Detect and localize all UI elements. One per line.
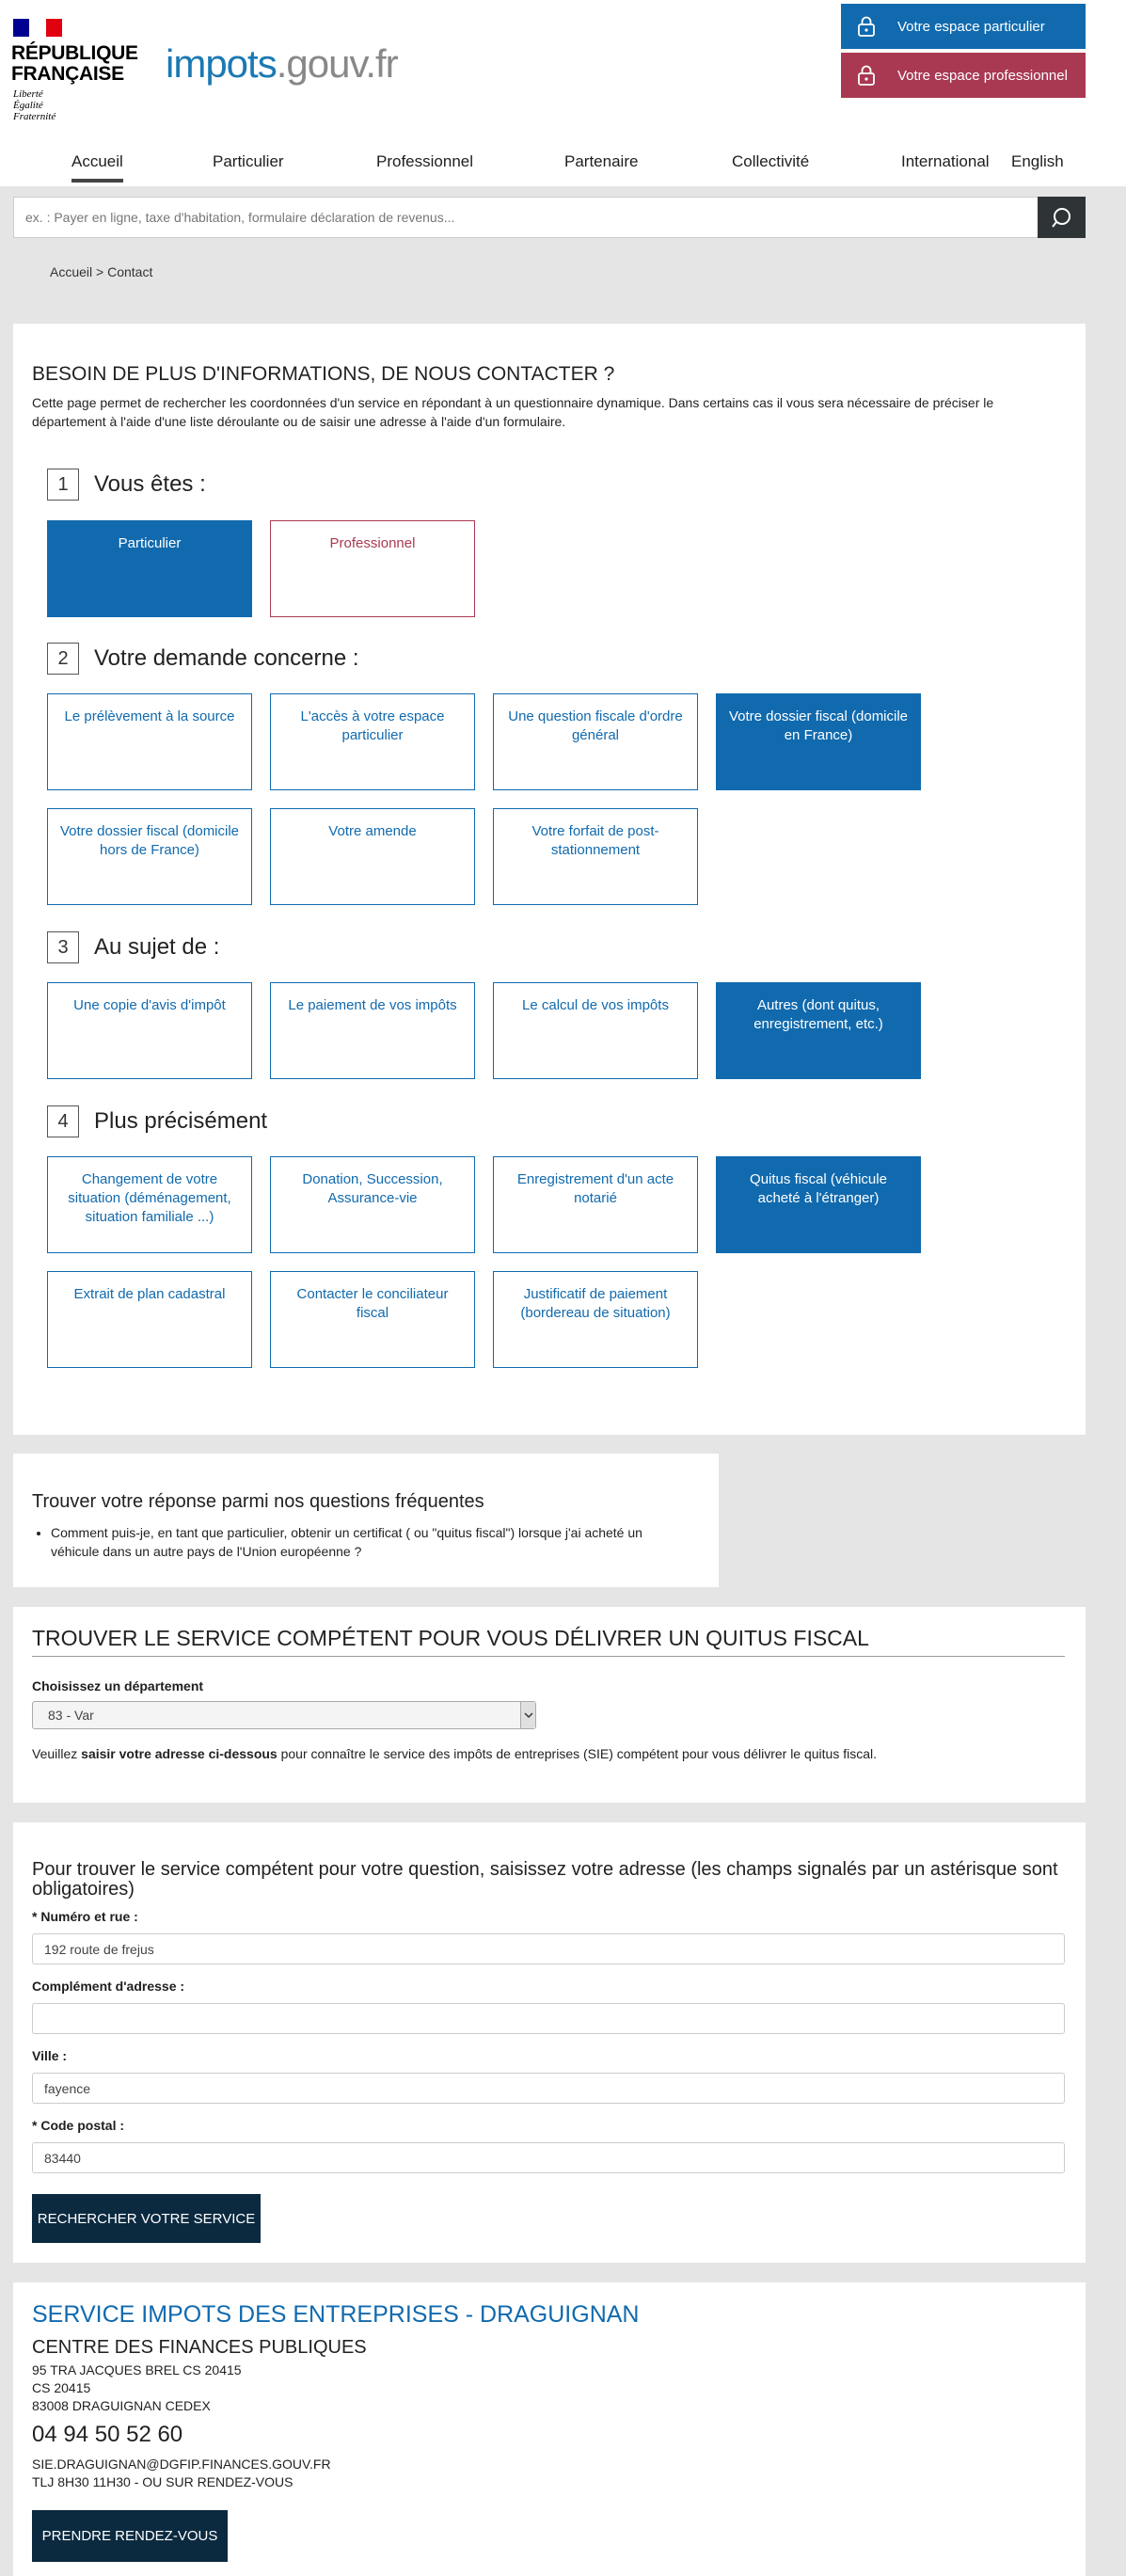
street-field[interactable] (32, 1933, 1065, 1964)
step-number: 1 (47, 469, 79, 501)
chevron-down-icon[interactable] (520, 1702, 535, 1728)
logo-part-1: impots (166, 41, 277, 86)
postal-code-field[interactable] (32, 2142, 1065, 2173)
address-form-card (13, 1822, 1086, 2263)
main-nav (0, 139, 1126, 186)
faq-card (13, 1454, 719, 1587)
logo-part-2: .gouv.fr (276, 41, 398, 86)
step-4-header (47, 1105, 267, 1137)
address-line: 83008 DRAGUIGNAN CEDEX (32, 2398, 211, 2413)
option-autres[interactable]: Autres (dont quitus, enregistrement, etc.) (716, 982, 921, 1079)
option-professionnel[interactable]: Professionnel (270, 520, 475, 617)
step-label: Votre demande concerne : (94, 645, 359, 671)
breadcrumb-separator: > (92, 264, 108, 279)
espace-professionnel-button[interactable] (841, 53, 1086, 98)
nav-international[interactable]: International (901, 152, 990, 170)
option-copie-avis[interactable]: Une copie d'avis d'impôt (47, 982, 252, 1079)
department-select[interactable] (32, 1701, 536, 1729)
option-forfait-stationnement[interactable]: Votre forfait de post-stationnement (493, 808, 698, 905)
nav-professionnel[interactable]: Professionnel (376, 152, 474, 170)
search-icon (1051, 206, 1073, 229)
page-title: BESOIN DE PLUS D'INFORMATIONS, DE NOUS CONTACTER ? (32, 363, 615, 385)
breadcrumb-home[interactable]: Accueil (50, 264, 93, 279)
rf-line-1: RÉPUBLIQUE (11, 42, 138, 64)
nav-particulier[interactable]: Particulier (213, 152, 284, 170)
step-number: 2 (47, 643, 79, 675)
divider (32, 1656, 1065, 1657)
lock-icon (856, 65, 877, 86)
espace-particulier-button[interactable] (841, 4, 1086, 49)
devise-liberte: Liberté (13, 88, 43, 100)
option-changement-situation[interactable]: Changement de votre situation (déménagement, situation familiale ...) (47, 1156, 252, 1253)
option-conciliateur[interactable]: Contacter le conciliateur fiscal (270, 1271, 475, 1368)
option-acces-espace[interactable]: L'accès à votre espace particulier (270, 693, 475, 790)
step-label: Plus précisément (94, 1108, 268, 1134)
department-selected-value: 83 - Var (48, 1708, 94, 1723)
option-acte-notarie[interactable]: Enregistrement d'un acte notarié (493, 1156, 698, 1253)
email-link[interactable]: SIE.DRAGUIGNAN@DGFIP.FINANCES.GOUV.FR (32, 2457, 331, 2472)
devise-egalite: Égalité (13, 100, 43, 111)
step-2-header (47, 643, 359, 675)
city-field[interactable] (32, 2073, 1065, 2104)
republique-francaise-logo[interactable] (11, 43, 138, 85)
devise-fraternite: Fraternité (13, 111, 56, 122)
lock-icon (856, 16, 877, 37)
impots-gouv-logo[interactable] (166, 41, 398, 87)
nav-accueil[interactable]: Accueil (71, 152, 123, 170)
service-name: SERVICE IMPOTS DES ENTREPRISES - DRAGUIGNAN (32, 2301, 640, 2328)
search-bar (13, 197, 1086, 238)
devise (13, 88, 56, 122)
option-particulier[interactable]: Particulier (47, 520, 252, 617)
step-1-header (47, 469, 206, 501)
option-dossier-france[interactable]: Votre dossier fiscal (domicile en France) (716, 693, 921, 790)
option-prelevement-source[interactable]: Le prélèvement à la source (47, 693, 252, 790)
option-calcul-impots[interactable]: Le calcul de vos impôts (493, 982, 698, 1079)
option-amende[interactable]: Votre amende (270, 808, 475, 905)
postal-code-label: * Code postal : (32, 2118, 125, 2133)
breadcrumb (50, 264, 152, 279)
questionnaire-card (13, 324, 1086, 1435)
espace-professionnel-label: Votre espace professionnel (897, 67, 1068, 84)
option-paiement-impots[interactable]: Le paiement de vos impôts (270, 982, 475, 1079)
quitus-note (32, 1746, 877, 1761)
marianne-flag-logo (13, 19, 62, 37)
nav-partenaire[interactable]: Partenaire (564, 152, 639, 170)
note-text: Veuillez (32, 1746, 82, 1761)
centre-name: CENTRE DES FINANCES PUBLIQUES (32, 2337, 367, 2358)
address-line: CS 20415 (32, 2380, 91, 2395)
step-number: 4 (47, 1105, 79, 1137)
faq-list (51, 1523, 690, 1561)
step-label: Au sujet de : (94, 934, 220, 960)
quitus-title: TROUVER LE SERVICE COMPÉTENT POUR VOUS DÉLIVRER UN QUITUS FISCAL (32, 1626, 869, 1650)
contact-block (32, 2456, 331, 2491)
address-line: 95 TRA JACQUES BREL CS 20415 (32, 2362, 242, 2377)
complement-label: Complément d'adresse : (32, 1979, 185, 1994)
breadcrumb-current: Contact (107, 264, 153, 279)
option-plan-cadastral[interactable]: Extrait de plan cadastral (47, 1271, 252, 1368)
intro-text: Cette page permet de rechercher les coordonnées d'un service en répondant à un questionnaire dynamique. Dans certains cas il vous sera nécessaire de préciser le département à l'aide d'une liste déroulante ou de saisir une adresse à l'aide d'un formulaire. (32, 395, 994, 429)
option-donation-succession[interactable]: Donation, Succession, Assurance-vie (270, 1156, 475, 1253)
search-button[interactable] (1038, 197, 1086, 238)
espace-particulier-label: Votre espace particulier (897, 18, 1045, 35)
nav-collectivite[interactable]: Collectivité (732, 152, 810, 170)
step-label: Vous êtes : (94, 471, 206, 497)
faq-item[interactable]: • Comment puis-je, en tant que particulier, obtenir un certificat ( ou "quitus fiscal") lorsque j'ai acheté un véhicule dans un autre pays de l'Union européenne ? (51, 1523, 690, 1561)
option-question-fiscale[interactable]: Une question fiscale d'ordre général (493, 693, 698, 790)
faq-title: Trouver votre réponse parmi nos questions fréquentes (32, 1491, 484, 1512)
department-label: Choisissez un département (32, 1678, 204, 1693)
opening-hours: TLJ 8H30 11H30 - OU SUR RENDEZ-VOUS (32, 2474, 293, 2489)
search-service-button[interactable]: RECHERCHER VOTRE SERVICE (32, 2194, 261, 2243)
city-label: Ville : (32, 2048, 68, 2063)
option-dossier-hors-france[interactable]: Votre dossier fiscal (domicile hors de France) (47, 808, 252, 905)
note-bold: saisir votre adresse ci-dessous (81, 1746, 278, 1761)
option-justificatif-paiement[interactable]: Justificatif de paiement (bordereau de situation) (493, 1271, 698, 1368)
street-label: * Numéro et rue : (32, 1909, 138, 1924)
site-header (0, 0, 1126, 139)
complement-field[interactable] (32, 2003, 1065, 2034)
quitus-card (13, 1607, 1086, 1803)
phone-number[interactable]: 04 94 50 52 60 (32, 2422, 183, 2447)
address-block (32, 2361, 242, 2415)
search-input[interactable] (13, 197, 1039, 238)
step-3-header (47, 931, 219, 963)
appointment-button[interactable]: PRENDRE RENDEZ-VOUS (32, 2510, 228, 2562)
step-number: 3 (47, 931, 79, 963)
option-quitus-fiscal[interactable]: Quitus fiscal (véhicule acheté à l'étranger) (716, 1156, 921, 1253)
nav-english[interactable]: English (1011, 152, 1064, 170)
note-text: pour connaître le service des impôts de entreprises (SIE) compétent pour vous délivrer le quitus fiscal. (277, 1746, 878, 1761)
rf-line-2: FRANÇAISE (11, 63, 124, 85)
address-form-title: Pour trouver le service compétent pour votre question, saisissez votre adresse (les champs signalés par un astérisque sont obligatoires) (32, 1859, 1058, 1900)
result-card (13, 2282, 1086, 2576)
